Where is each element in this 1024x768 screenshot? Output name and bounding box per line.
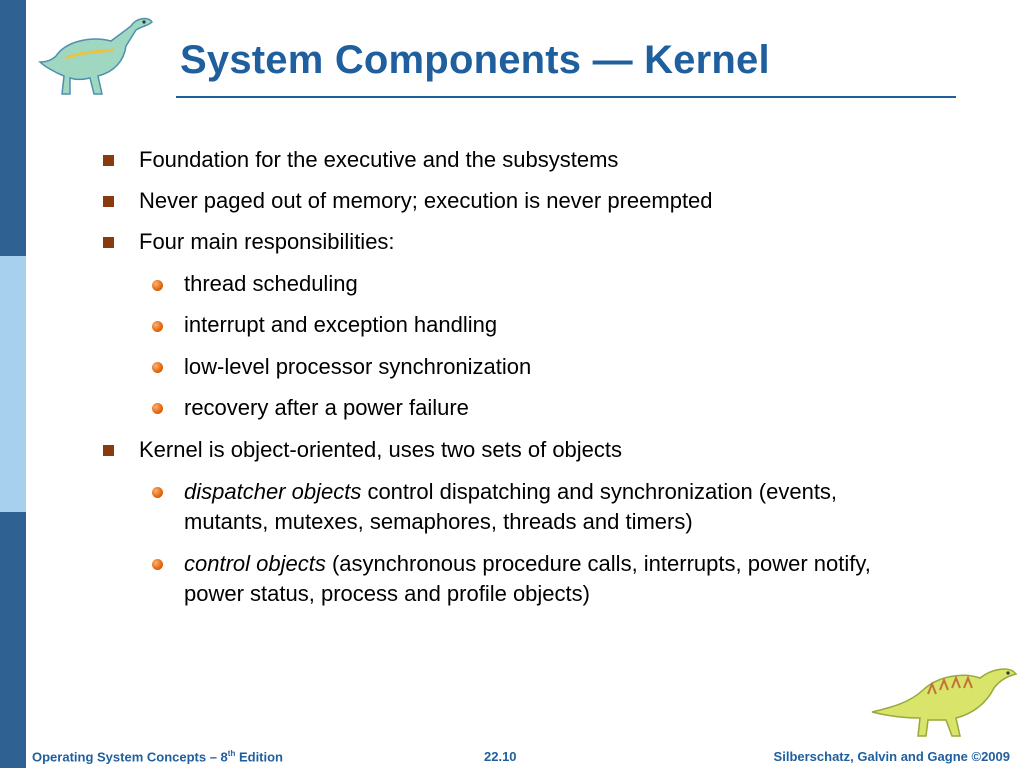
sub-bullet-text: thread scheduling bbox=[184, 271, 358, 296]
page-title: System Components — Kernel bbox=[180, 38, 770, 82]
square-bullet-icon bbox=[103, 196, 114, 207]
dinosaur-icon bbox=[868, 660, 1018, 740]
round-bullet-icon bbox=[152, 280, 163, 291]
round-bullet-icon bbox=[152, 321, 163, 332]
sub-bullet-text: low-level processor synchronization bbox=[184, 354, 532, 379]
object-description: (asynchronous procedure calls, interrupts, power notify, bbox=[325, 551, 871, 576]
object-item-continuation: mutants, mutexes, semaphores, threads and timers) bbox=[184, 509, 693, 534]
footer-superscript: th bbox=[227, 748, 236, 758]
footer-right: Silberschatz, Galvin and Gagne ©2009 bbox=[773, 749, 1010, 764]
bullet-text: Four main responsibilities: bbox=[139, 229, 395, 254]
round-bullet-icon bbox=[152, 559, 163, 570]
round-bullet-icon bbox=[152, 487, 163, 498]
bullet-text: Foundation for the executive and the subsystems bbox=[139, 147, 619, 172]
square-bullet-icon bbox=[103, 155, 114, 166]
square-bullet-icon bbox=[103, 237, 114, 248]
object-description: control dispatching and synchronization (events, bbox=[361, 479, 838, 504]
round-bullet-icon bbox=[152, 403, 163, 414]
left-bar-middle bbox=[0, 256, 26, 512]
footer-edition: Edition bbox=[235, 749, 284, 764]
footer-book-title: Operating System Concepts – 8 bbox=[32, 749, 228, 764]
left-bar-top bbox=[0, 0, 26, 256]
bullet-text: Never paged out of memory; execution is never preempted bbox=[139, 188, 713, 213]
sub-bullet-text: interrupt and exception handling bbox=[184, 312, 498, 337]
sub-bullet-text: recovery after a power failure bbox=[184, 395, 469, 420]
round-bullet-icon bbox=[152, 362, 163, 373]
object-term: dispatcher objects bbox=[184, 479, 362, 504]
page-number: 22.10 bbox=[484, 749, 517, 764]
square-bullet-icon bbox=[103, 445, 114, 456]
left-bar-bottom bbox=[0, 512, 26, 768]
footer-left bbox=[32, 749, 283, 764]
dinosaur-icon bbox=[36, 6, 156, 98]
object-term: control objects bbox=[184, 551, 326, 576]
title-divider bbox=[176, 96, 956, 98]
bullet-text: Kernel is object-oriented, uses two sets of objects bbox=[139, 437, 623, 462]
object-item-continuation: power status, process and profile objects) bbox=[184, 581, 590, 606]
object-item-line bbox=[184, 479, 837, 505]
object-item-line bbox=[184, 551, 871, 577]
